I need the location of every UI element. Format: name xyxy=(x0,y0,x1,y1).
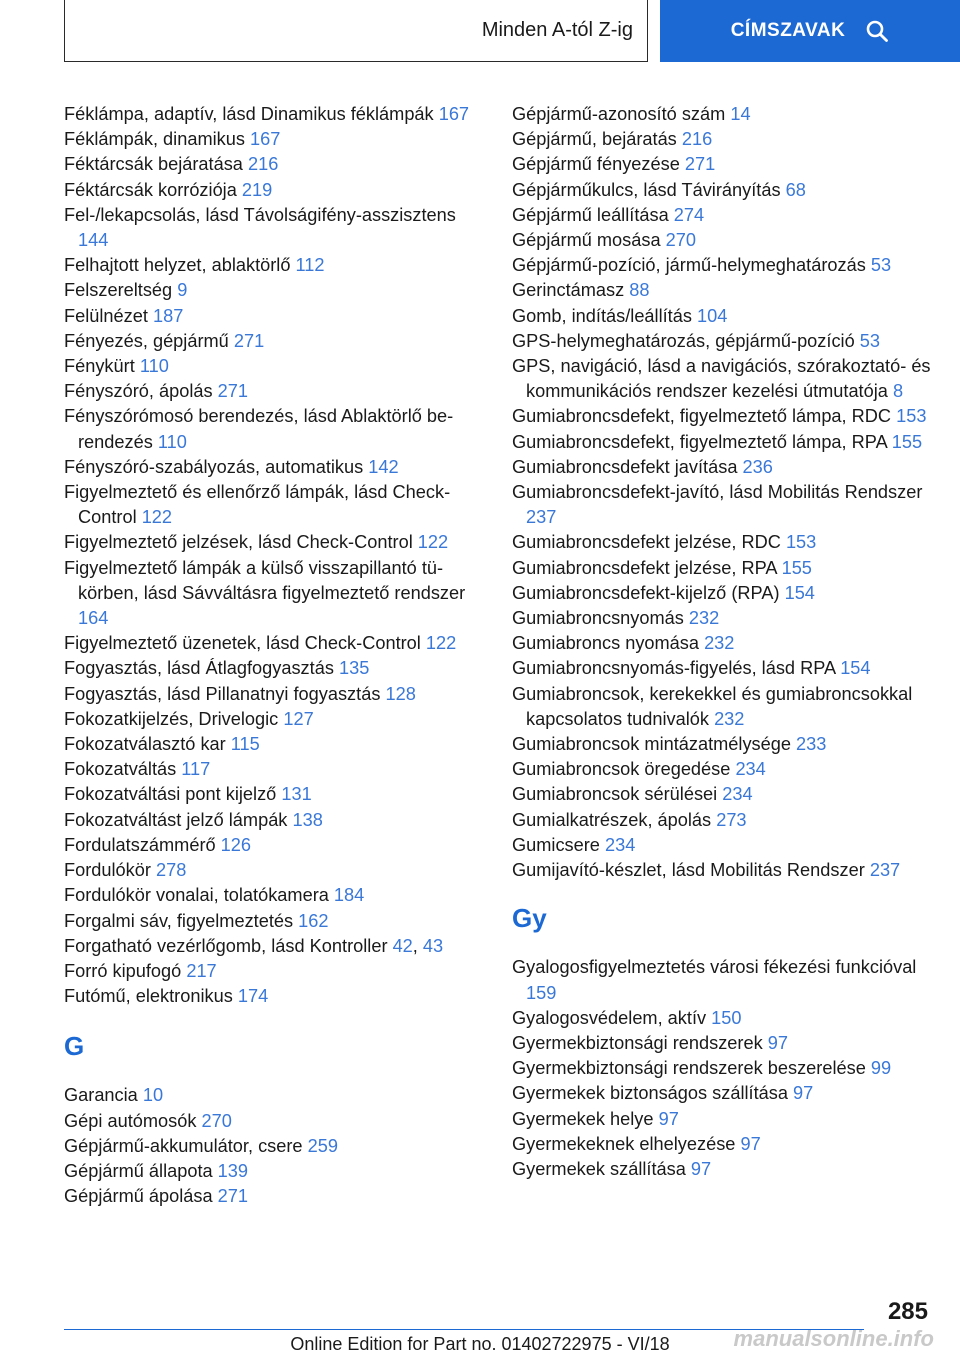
index-entry-text: Fordulókör vonalai, tolatókamera xyxy=(64,885,334,906)
page-link[interactable]: 234 xyxy=(604,834,636,855)
page-link[interactable]: 110 xyxy=(157,431,187,452)
tab-keywords-label: CÍMSZAVAK xyxy=(730,20,846,41)
index-entry-text: Futómű, elektronikus xyxy=(64,986,238,1007)
index-entry-text: Gépi autómosók xyxy=(64,1110,202,1131)
page-link[interactable]: 99 xyxy=(870,1058,892,1079)
index-entry xyxy=(64,959,484,984)
index-entry: Forgatható vezérlőgomb, lásd Kontroller 42, 43 xyxy=(64,935,444,956)
index-entry-text: Gumiabroncsnyomás-figyelés, lásd RPA xyxy=(512,658,841,679)
index-entry-text: Felülnézet xyxy=(64,305,153,326)
page-link[interactable]: 271 xyxy=(233,330,265,351)
page-link[interactable]: 232 xyxy=(704,633,735,654)
index-entry xyxy=(512,455,932,480)
index-entry xyxy=(512,1006,932,1031)
index-entry xyxy=(64,1159,484,1184)
index-entry-text: Fokozatváltást jelző lámpák xyxy=(64,809,293,830)
index-entry-text: Gépjármű-azonosító szám xyxy=(512,104,731,124)
index-entry-text: Féktárcsák korróziója xyxy=(64,179,242,200)
index-entry-text: Gépjármű fényezése xyxy=(512,154,685,175)
page-link[interactable]: 42 xyxy=(392,935,413,956)
page-link[interactable]: 53 xyxy=(870,255,892,276)
page-link[interactable]: 155 xyxy=(891,431,923,452)
index-entry xyxy=(64,656,484,681)
index-entry xyxy=(512,228,932,253)
footer-edition: Online Edition for Part no. 01402722975 - VI/18 xyxy=(290,1334,670,1354)
index-entry xyxy=(512,1056,932,1081)
index-entry xyxy=(64,1083,484,1108)
index-entry-text: Gumiabroncsdefekt javítása xyxy=(512,456,743,477)
index-entry-text: Gyalogosfigyelmeztetés városi fékezési funkcióval xyxy=(512,957,917,978)
page-link[interactable]: 167 xyxy=(438,104,470,124)
page-link[interactable]: 219 xyxy=(241,179,273,200)
index-entry xyxy=(512,127,932,152)
page-link[interactable]: 142 xyxy=(368,456,399,477)
index-entry xyxy=(64,833,484,858)
page-link[interactable]: 237 xyxy=(526,507,557,528)
page-link[interactable]: 232 xyxy=(714,708,745,729)
index-entry xyxy=(512,833,932,858)
index-entry xyxy=(512,858,932,883)
index-entry-text: Gumialkatrészek, ápolás xyxy=(512,809,717,830)
index-entry xyxy=(512,1107,932,1132)
index-entry xyxy=(512,354,932,404)
index-entry xyxy=(64,808,484,833)
index-entry-text: Fel-/lekapcsolás, lásd Távolságifény-asszisztens xyxy=(64,204,456,225)
index-entry xyxy=(512,581,932,606)
index-entry xyxy=(64,379,484,404)
index-entry-text: Gépjármű mosása xyxy=(512,230,666,251)
index-entry xyxy=(64,203,484,253)
index-entry-text: Fényszórómosó berendezés, lásd Ablaktörlő berendezés xyxy=(64,406,454,452)
index-entry xyxy=(64,152,484,177)
index-entry-text: Gépjármű-akkumulátor, csere xyxy=(64,1135,308,1156)
index-entry-text: Fényezés, gépjármű xyxy=(64,330,234,351)
page-link[interactable]: 122 xyxy=(425,633,457,654)
index-entry xyxy=(512,253,932,278)
page-link[interactable]: 112 xyxy=(295,255,325,276)
tab-keywords[interactable] xyxy=(660,0,960,62)
index-entry xyxy=(512,1081,932,1106)
page-link[interactable]: 153 xyxy=(896,406,927,427)
index-entry-text: Figyelmeztető lámpák a külső visszapillantó tükörben, lásd Sávváltásra figyelmeztető rendszer xyxy=(64,557,466,603)
watermark: manualsonline.info xyxy=(733,1326,934,1351)
page-link[interactable]: 270 xyxy=(201,1110,232,1131)
index-entry xyxy=(512,606,932,631)
index-column-left xyxy=(64,102,484,1209)
page-link[interactable]: 217 xyxy=(186,960,217,981)
page-link[interactable]: 88 xyxy=(629,280,650,301)
index-entry xyxy=(64,102,484,127)
index-entry-text: Fokozatválasztó kar xyxy=(64,734,231,755)
index-entry xyxy=(64,178,484,203)
page-link[interactable]: 97 xyxy=(690,1158,712,1179)
search-icon[interactable] xyxy=(865,19,889,43)
index-entry xyxy=(512,1132,932,1157)
page-link[interactable]: 126 xyxy=(220,834,252,855)
index-entry xyxy=(64,757,484,782)
page-link[interactable]: 216 xyxy=(681,129,713,150)
index-entry xyxy=(512,757,932,782)
index-entry xyxy=(64,707,484,732)
page-link[interactable]: 110 xyxy=(139,356,169,377)
index-entry-text: Gumiabroncsdefekt jelzése, RPA xyxy=(512,557,782,578)
index-entry xyxy=(512,404,932,429)
page-link[interactable]: 104 xyxy=(697,305,728,326)
index-entry-text: Gumiabroncs nyomása xyxy=(512,633,705,654)
index-entry xyxy=(64,1109,484,1134)
index-entry-text: Gyermekek biztonságos szállítása xyxy=(512,1083,794,1104)
page-link[interactable]: 270 xyxy=(665,230,697,251)
index-entry-text: Felhajtott helyzet, ablaktörlő xyxy=(64,255,296,276)
index-entry xyxy=(64,782,484,807)
index-entry xyxy=(512,329,932,354)
index-entry-text: Gumiabroncsok mintázatmélysége xyxy=(512,734,797,755)
index-entry-text: Gumiabroncsdefekt-kijelző (RPA) xyxy=(512,582,785,603)
page-link[interactable]: 259 xyxy=(307,1135,338,1156)
index-entry-text: GPS, navigáció, lásd a navigációs, szórakoztató- és kommunikációs rendszer kezelési útmutatója xyxy=(512,356,931,402)
index-entry xyxy=(64,909,484,934)
index-entry-text: Gépjármű, bejáratás xyxy=(512,129,682,150)
page-link[interactable]: 139 xyxy=(217,1160,249,1181)
index-entry xyxy=(512,1157,932,1182)
index-entry-text: Figyelmeztető jelzések, lásd Check-Control xyxy=(64,532,418,553)
index-entry-text: Forró kipufogó xyxy=(64,960,187,981)
index-entry xyxy=(64,530,484,555)
page-link[interactable]: 154 xyxy=(784,582,815,603)
index-entry xyxy=(64,329,484,354)
index-letter-heading: Gy xyxy=(512,903,547,934)
index-entry-text: Gumiabroncsok öregedése xyxy=(512,759,736,780)
index-entry-text: Fordulatszámmérő xyxy=(64,834,221,855)
page-link[interactable]: 271 xyxy=(684,154,716,175)
index-entry xyxy=(512,480,932,530)
page-link[interactable]: 184 xyxy=(333,885,365,906)
index-column-right xyxy=(512,102,932,1182)
page-link[interactable]: 150 xyxy=(711,1007,742,1028)
index-entry-text: Fénykürt xyxy=(64,356,140,377)
index-entry xyxy=(64,631,484,656)
index-entry-text: Gyermekbiztonsági rendszerek xyxy=(512,1032,768,1053)
index-entry-text: Garancia xyxy=(64,1085,143,1106)
index-entry-text: Fényszóró-szabályozás, automatikus xyxy=(64,456,369,477)
index-entry xyxy=(512,732,932,757)
index-entry-text: Fogyasztás, lásd Átlagfogyasztás xyxy=(64,658,339,679)
index-entry-text: Fokozatváltás xyxy=(64,759,182,780)
page-link[interactable]: 237 xyxy=(869,860,901,881)
page-link[interactable]: 234 xyxy=(722,784,753,805)
index-entry xyxy=(512,102,932,127)
page-link[interactable]: 97 xyxy=(793,1083,814,1104)
index-entry xyxy=(64,455,484,480)
index-entry xyxy=(512,203,932,228)
page-link[interactable]: 97 xyxy=(767,1032,788,1053)
index-entry xyxy=(64,253,484,278)
index-entry xyxy=(64,858,484,883)
page-link[interactable]: 174 xyxy=(237,986,269,1007)
index-entry-text: Gumiabroncsdefekt jelzése, RDC xyxy=(512,532,786,553)
page-link[interactable]: 155 xyxy=(781,557,812,578)
page-link[interactable]: 216 xyxy=(247,154,279,175)
index-entry-text: Figyelmeztető és ellenőrző lámpák, lásd Check-Control xyxy=(64,482,451,528)
index-entry xyxy=(64,1184,484,1209)
page-link[interactable]: 144 xyxy=(78,230,109,251)
page-link[interactable]: 127 xyxy=(283,708,314,729)
page-link[interactable]: 154 xyxy=(840,658,871,679)
index-entry xyxy=(64,732,484,757)
page-link[interactable]: 8 xyxy=(892,381,904,402)
page-link[interactable]: 233 xyxy=(796,734,827,755)
page-link[interactable]: 164 xyxy=(78,608,109,629)
index-entry-text: Gépjármű leállítása xyxy=(512,204,674,225)
index-entry xyxy=(512,430,932,455)
page-link[interactable]: 128 xyxy=(385,683,416,704)
page-link[interactable]: 115 xyxy=(230,734,260,755)
index-entry-text: Fogyasztás, lásd Pillanatnyi fogyasztás xyxy=(64,683,386,704)
index-entry-text: Forgalmi sáv, figyelmeztetés xyxy=(64,910,299,931)
index-entry-text: Gyalogosvédelem, aktív xyxy=(512,1007,712,1028)
index-entry xyxy=(64,556,484,632)
index-entry xyxy=(64,354,484,379)
page-link[interactable]: 10 xyxy=(142,1085,164,1106)
page-link[interactable]: 131 xyxy=(281,784,312,805)
index-entry xyxy=(512,1031,932,1056)
page-link[interactable]: 274 xyxy=(673,204,705,225)
index-entry-text: Forgatható vezérlőgomb, lásd Kontroller xyxy=(64,935,393,956)
index-entry-text: Féklámpák, dinamikus xyxy=(64,129,250,150)
index-entry xyxy=(64,883,484,908)
page-link[interactable]: 153 xyxy=(785,532,817,553)
index-entry-text: Fokozatváltási pont kijelző xyxy=(64,784,282,805)
index-entry xyxy=(64,127,484,152)
tab-a-to-z-label: Minden A-tól Z-ig xyxy=(481,19,633,41)
index-entry xyxy=(512,782,932,807)
index-letter-heading: G xyxy=(64,1031,85,1062)
index-entry xyxy=(512,178,932,203)
index-entry xyxy=(512,556,932,581)
index-entry xyxy=(512,530,932,555)
page-link[interactable]: 232 xyxy=(688,608,720,629)
index-entry-text: Figyelmeztető üzenetek, lásd Check-Control xyxy=(64,633,426,654)
index-entry-text: Gyermekek helye xyxy=(512,1108,659,1129)
page-link[interactable]: 122 xyxy=(417,532,449,553)
page-link[interactable]: 278 xyxy=(156,860,187,881)
tab-a-to-z[interactable] xyxy=(64,0,648,62)
page-link[interactable]: 236 xyxy=(742,456,773,477)
index-entry xyxy=(64,304,484,329)
index-entry-text: Gépjárműkulcs, lásd Távirányítás xyxy=(512,179,786,200)
index-entry xyxy=(512,808,932,833)
page-link[interactable]: 271 xyxy=(217,381,249,402)
index-entry xyxy=(512,152,932,177)
index-entry xyxy=(64,984,484,1009)
index-entry-text: Gumiabroncsnyomás xyxy=(512,608,689,629)
page-link[interactable]: 135 xyxy=(338,658,370,679)
index-entry-text: Fokozatkijelzés, Drivelogic xyxy=(64,708,284,729)
page-link[interactable]: 43 xyxy=(422,935,444,956)
index-entry xyxy=(512,304,932,329)
page-number: 285 xyxy=(887,1298,928,1325)
page-link[interactable]: 162 xyxy=(298,910,329,931)
page-link[interactable]: 14 xyxy=(730,104,751,124)
page-link[interactable]: 234 xyxy=(735,759,766,780)
page-link[interactable]: 159 xyxy=(526,982,557,1003)
page-link[interactable]: 122 xyxy=(141,507,173,528)
index-entry-text: Gumiabroncsdefekt-javító, lásd Mobilitás Rendszer xyxy=(512,482,923,503)
index-entry xyxy=(64,404,484,454)
index-entry xyxy=(512,955,932,1005)
index-entry xyxy=(512,278,932,303)
index-entry-text: Gépjármű ápolása xyxy=(64,1186,218,1207)
page-link[interactable]: 9 xyxy=(177,280,188,301)
page-link[interactable]: 53 xyxy=(859,330,880,351)
index-entry-text: Gumijavító-készlet, lásd Mobilitás Rendszer xyxy=(512,860,870,881)
index-entry-text: Gerinctámasz xyxy=(512,280,630,301)
index-entry xyxy=(512,656,932,681)
page-link[interactable]: 117 xyxy=(181,759,211,780)
index-entry xyxy=(64,1134,484,1159)
index-entry-text: Gyermekek szállítása xyxy=(512,1158,691,1179)
page-link[interactable]: 97 xyxy=(658,1108,679,1129)
page-link[interactable]: 138 xyxy=(292,809,323,830)
index-entry-text: Gumicsere xyxy=(512,834,605,855)
index-entry-text: Gumiabroncsok sérülései xyxy=(512,784,723,805)
index-entry-text: Gumiabroncsdefekt, figyelmeztető lámpa, RPA xyxy=(512,431,892,452)
index-entry xyxy=(512,682,932,732)
index-entry xyxy=(512,631,932,656)
index-entry-text: Gépjármű-pozíció, jármű-helymeghatározás xyxy=(512,255,871,276)
page-link[interactable]: 68 xyxy=(785,179,806,200)
index-entry-text: Féktárcsák bejáratása xyxy=(64,154,248,175)
page-link[interactable]: 187 xyxy=(152,305,184,326)
index-entry-text: Fordulókör xyxy=(64,860,156,881)
page-link[interactable]: 167 xyxy=(250,129,281,150)
index-entry-text: Gépjármű állapota xyxy=(64,1160,218,1181)
page-link[interactable]: 271 xyxy=(217,1186,249,1207)
index-entry-text: Felszereltség xyxy=(64,280,178,301)
page-link[interactable]: 97 xyxy=(740,1133,761,1154)
index-entry-text: Gyermekeknek elhelyezése xyxy=(512,1133,741,1154)
index-entry-text: Gomb, indítás/leállítás xyxy=(512,305,697,326)
index-entry xyxy=(64,480,484,530)
index-entry-text: GPS-helymeghatározás, gépjármű-pozíció xyxy=(512,330,860,351)
index-entry-text: Gumiabroncsok, kerekekkel és gumiabroncsokkal kapcsolatos tudnivalók xyxy=(512,683,913,729)
index-entry-text: Gumiabroncsdefekt, figyelmeztető lámpa, RDC xyxy=(512,406,897,427)
index-entry xyxy=(64,682,484,707)
index-entry xyxy=(64,278,484,303)
index-entry-text: Gyermekbiztonsági rendszerek beszerelése xyxy=(512,1058,871,1079)
index-entry-text: Féklámpa, adaptív, lásd Dinamikus féklámpák xyxy=(64,104,439,124)
page-link[interactable]: 273 xyxy=(716,809,747,830)
index-entry-text: Fényszóró, ápolás xyxy=(64,381,218,402)
